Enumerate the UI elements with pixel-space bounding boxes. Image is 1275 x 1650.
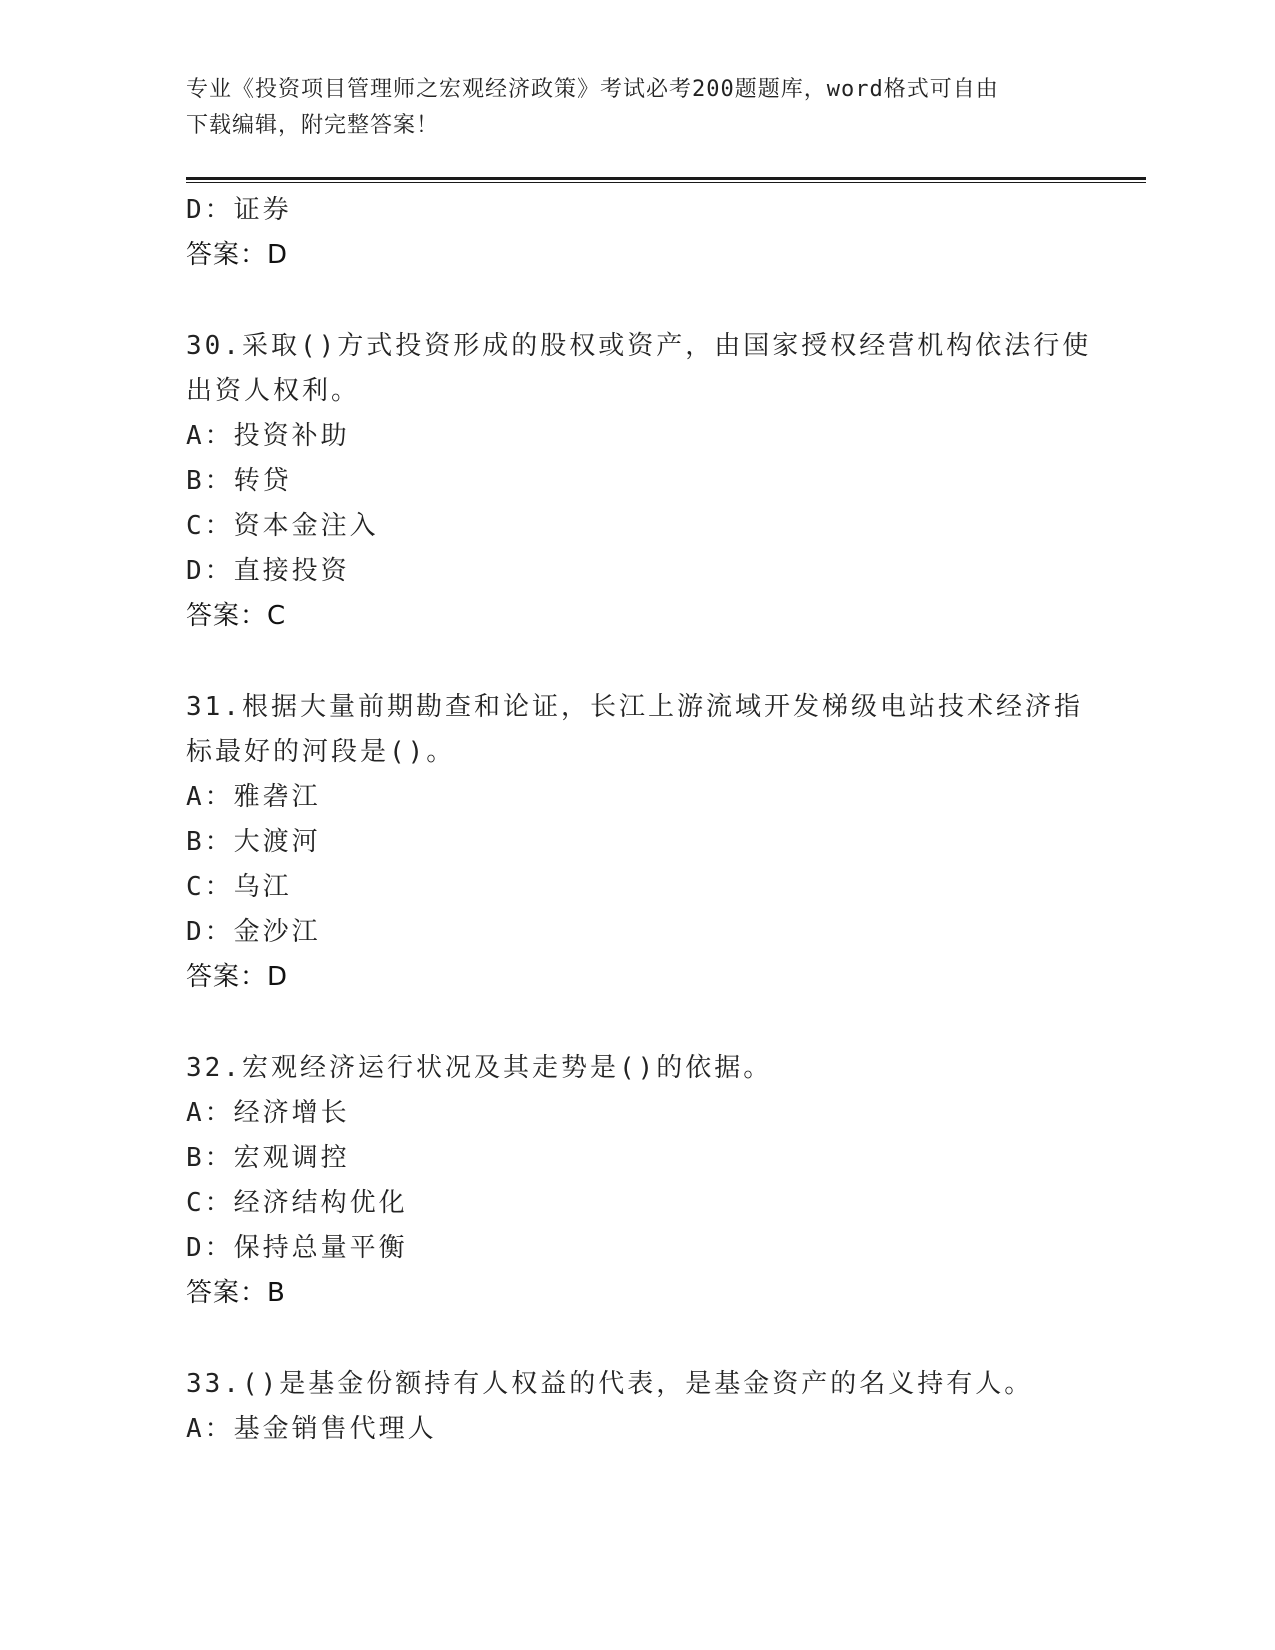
option-c: C：经济结构优化 xyxy=(186,1188,408,1218)
spacer xyxy=(186,278,1066,324)
option-a: A：雅砻江 xyxy=(186,782,321,812)
answer-line: 答案：D xyxy=(186,240,289,270)
header-divider-thin xyxy=(186,182,1146,183)
spacer xyxy=(186,639,1066,685)
header-title-line-1: 专业《投资项目管理师之宏观经济政策》考试必考200题题库，word格式可自由 xyxy=(186,77,999,102)
question-text-line-1: 33.()是基金份额持有人权益的代表，是基金资产的名义持有人。 xyxy=(186,1369,1034,1399)
answer-line: 答案：C xyxy=(186,601,287,631)
option-c: C：资本金注入 xyxy=(186,511,379,541)
option-c: C：乌江 xyxy=(186,872,292,902)
spacer xyxy=(186,1000,1066,1046)
option-a: A：投资补助 xyxy=(186,421,350,451)
previous-question-tail xyxy=(186,188,1066,278)
question-33 xyxy=(186,1362,1066,1452)
header-title-line-2: 下载编辑，附完整答案！ xyxy=(186,113,440,138)
option-d: D：证券 xyxy=(186,195,292,225)
header-divider-thick xyxy=(186,177,1146,180)
question-list xyxy=(186,188,1092,1452)
option-b: B：转贷 xyxy=(186,466,292,496)
option-a: A：基金销售代理人 xyxy=(186,1414,437,1444)
question-text-line-1: 31.根据大量前期勘查和论证，长江上游流域开发梯级电站技术经济指 xyxy=(186,692,1083,722)
document-header xyxy=(186,72,1066,144)
option-b: B：大渡河 xyxy=(186,827,321,857)
option-d: D：保持总量平衡 xyxy=(186,1233,408,1263)
option-d: D：直接投资 xyxy=(186,556,350,586)
answer-line: 答案：B xyxy=(186,1278,286,1308)
question-31 xyxy=(186,685,1083,1000)
option-d: D：金沙江 xyxy=(186,917,321,947)
question-text-line-1: 30.采取()方式投资形成的股权或资产，由国家授权经营机构依法行使 xyxy=(186,331,1092,361)
question-32 xyxy=(186,1046,1066,1316)
spacer xyxy=(186,1316,1066,1362)
question-30 xyxy=(186,324,1092,639)
question-text-line-2: 出资人权利。 xyxy=(186,376,361,406)
question-text-line-2: 标最好的河段是()。 xyxy=(186,737,456,767)
option-b: B：宏观调控 xyxy=(186,1143,350,1173)
option-a: A：经济增长 xyxy=(186,1098,350,1128)
question-text-line-1: 32.宏观经济运行状况及其走势是()的依据。 xyxy=(186,1053,773,1083)
answer-line: 答案：D xyxy=(186,962,289,992)
